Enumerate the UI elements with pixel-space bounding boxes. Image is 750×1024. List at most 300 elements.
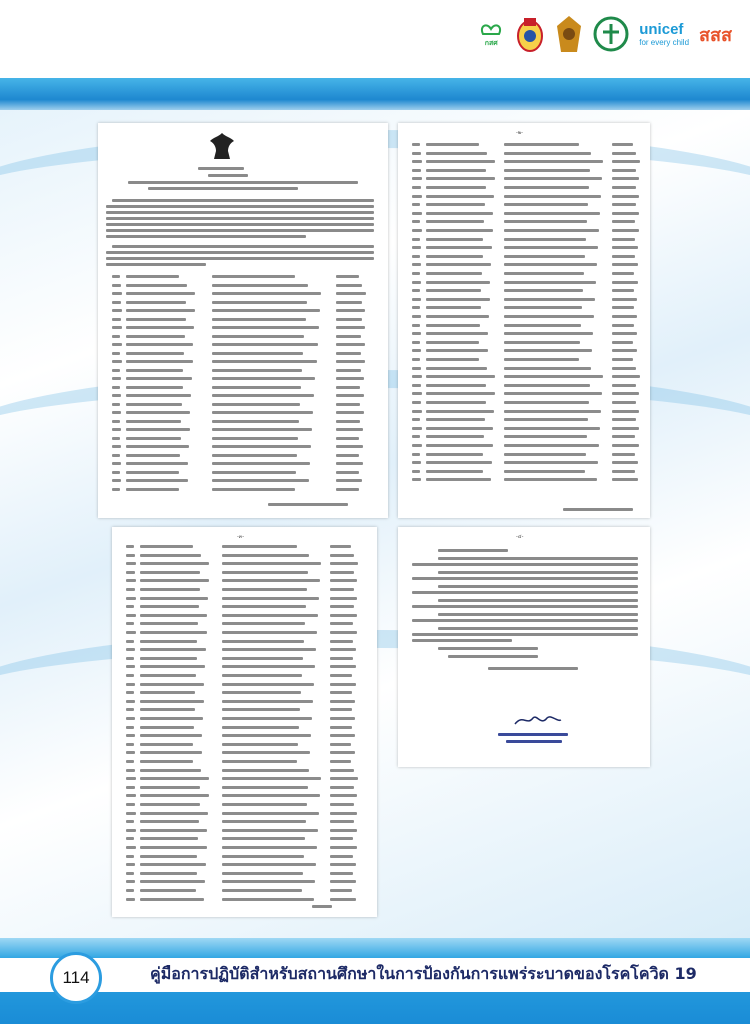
text-row bbox=[404, 175, 644, 183]
text-line bbox=[112, 292, 122, 295]
text-line bbox=[112, 301, 121, 304]
text-row bbox=[118, 629, 371, 637]
text-line bbox=[330, 880, 356, 883]
text-line bbox=[426, 358, 479, 361]
text-line bbox=[336, 377, 364, 380]
text-row bbox=[104, 460, 382, 468]
text-row bbox=[118, 569, 371, 577]
text-line bbox=[112, 284, 121, 287]
text-line bbox=[336, 284, 362, 287]
text-line bbox=[426, 160, 495, 163]
text-line bbox=[426, 401, 486, 404]
text-line bbox=[330, 674, 352, 677]
text-row bbox=[118, 663, 371, 671]
text-row bbox=[118, 698, 371, 706]
text-row bbox=[118, 681, 371, 689]
text-line bbox=[126, 571, 135, 574]
text-line bbox=[126, 579, 136, 582]
text-line bbox=[426, 367, 487, 370]
text-row bbox=[404, 313, 644, 321]
text-line bbox=[504, 143, 579, 146]
text-row bbox=[404, 390, 644, 398]
text-line bbox=[330, 657, 353, 660]
text-row bbox=[404, 442, 644, 450]
text-line bbox=[126, 863, 135, 866]
text-line bbox=[426, 427, 493, 430]
text-row bbox=[404, 167, 644, 175]
text-line bbox=[126, 751, 135, 754]
text-line bbox=[140, 880, 205, 883]
text-line bbox=[336, 462, 363, 465]
text-line bbox=[426, 177, 495, 180]
text-line bbox=[222, 717, 312, 720]
text-line bbox=[504, 169, 590, 172]
text-line bbox=[140, 614, 207, 617]
text-line bbox=[426, 324, 480, 327]
text-line bbox=[612, 341, 633, 344]
text-line bbox=[504, 427, 600, 430]
text-row bbox=[404, 150, 644, 158]
text-line bbox=[330, 562, 358, 565]
text-line bbox=[212, 394, 314, 397]
text-line bbox=[126, 360, 193, 363]
text-line bbox=[330, 734, 355, 737]
text-line bbox=[222, 803, 307, 806]
text-line bbox=[212, 343, 318, 346]
page-number: 114 bbox=[62, 968, 90, 987]
text-row bbox=[104, 341, 382, 349]
text-line bbox=[126, 428, 190, 431]
text-line bbox=[112, 275, 120, 278]
text-row bbox=[404, 184, 644, 192]
text-line bbox=[126, 769, 135, 772]
text-line bbox=[426, 392, 495, 395]
text-line bbox=[330, 691, 352, 694]
text-line bbox=[222, 889, 302, 892]
text-line bbox=[126, 829, 136, 832]
text-row bbox=[118, 818, 371, 826]
text-line bbox=[222, 691, 301, 694]
text-line bbox=[336, 360, 365, 363]
text-line bbox=[504, 195, 601, 198]
text-line bbox=[112, 437, 120, 440]
garuda-emblem-icon bbox=[208, 131, 236, 161]
text-line bbox=[112, 360, 122, 363]
text-row bbox=[404, 373, 644, 381]
text-row bbox=[404, 279, 644, 287]
text-line bbox=[222, 812, 319, 815]
text-line bbox=[140, 855, 197, 858]
text-line bbox=[504, 392, 602, 395]
text-row bbox=[104, 384, 382, 392]
text-line bbox=[426, 384, 486, 387]
text-line bbox=[126, 326, 194, 329]
text-line bbox=[126, 403, 182, 406]
text-line bbox=[222, 872, 303, 875]
text-line bbox=[140, 631, 207, 634]
text-line bbox=[412, 143, 420, 146]
text-line bbox=[222, 751, 310, 754]
text-line bbox=[126, 889, 134, 892]
text-line bbox=[126, 846, 136, 849]
text-line bbox=[212, 479, 309, 482]
text-line bbox=[426, 306, 481, 309]
text-line bbox=[612, 177, 639, 180]
text-line bbox=[412, 289, 420, 292]
text-line bbox=[126, 411, 190, 414]
text-line bbox=[412, 203, 420, 206]
text-line bbox=[336, 318, 362, 321]
text-line bbox=[126, 683, 135, 686]
text-line bbox=[126, 488, 179, 491]
text-line bbox=[140, 812, 208, 815]
text-line bbox=[126, 369, 183, 372]
text-line bbox=[140, 657, 197, 660]
text-line bbox=[612, 152, 636, 155]
text-line bbox=[412, 263, 421, 266]
text-line bbox=[112, 394, 121, 397]
text-row bbox=[118, 620, 371, 628]
text-line bbox=[426, 375, 495, 378]
text-line bbox=[126, 726, 134, 729]
page-number-2: -๒- bbox=[516, 130, 523, 136]
text-row bbox=[104, 375, 382, 383]
text-line bbox=[126, 335, 185, 338]
page-number-badge bbox=[50, 952, 102, 1004]
text-line bbox=[212, 403, 300, 406]
text-line bbox=[140, 794, 209, 797]
text-row bbox=[404, 476, 644, 484]
text-row bbox=[104, 392, 382, 400]
text-line bbox=[140, 597, 208, 600]
text-line bbox=[330, 708, 352, 711]
text-line bbox=[126, 437, 181, 440]
text-line bbox=[126, 743, 134, 746]
ministry-health-logo bbox=[593, 16, 629, 52]
text-line bbox=[126, 377, 192, 380]
text-line bbox=[412, 435, 420, 438]
text-line bbox=[330, 863, 356, 866]
text-line bbox=[330, 588, 354, 591]
text-line bbox=[140, 665, 205, 668]
text-line bbox=[336, 275, 359, 278]
text-line bbox=[126, 605, 134, 608]
text-line bbox=[426, 298, 490, 301]
text-line bbox=[140, 700, 204, 703]
text-line bbox=[336, 352, 361, 355]
text-line bbox=[222, 734, 311, 737]
text-row bbox=[404, 459, 644, 467]
text-line bbox=[222, 863, 316, 866]
text-line bbox=[336, 420, 360, 423]
text-line bbox=[126, 386, 183, 389]
text-line bbox=[222, 794, 320, 797]
text-line bbox=[504, 358, 579, 361]
text-line bbox=[412, 298, 421, 301]
text-line bbox=[126, 284, 187, 287]
text-line bbox=[222, 898, 314, 901]
text-line bbox=[112, 386, 120, 389]
text-line bbox=[222, 657, 303, 660]
text-row bbox=[404, 261, 644, 269]
text-row bbox=[118, 603, 371, 611]
text-row bbox=[404, 296, 644, 304]
text-row bbox=[404, 141, 644, 149]
text-row bbox=[118, 586, 371, 594]
text-row bbox=[404, 210, 644, 218]
text-line bbox=[612, 238, 635, 241]
leaf-heart-logo bbox=[477, 20, 505, 49]
text-line bbox=[504, 324, 581, 327]
text-line bbox=[140, 622, 198, 625]
text-row bbox=[404, 451, 644, 459]
text-line bbox=[504, 281, 596, 284]
text-line bbox=[222, 674, 302, 677]
text-line bbox=[126, 786, 135, 789]
text-row bbox=[118, 595, 371, 603]
text-line bbox=[330, 648, 356, 651]
text-line bbox=[504, 401, 589, 404]
text-line bbox=[126, 717, 135, 720]
text-line bbox=[140, 691, 195, 694]
text-line bbox=[112, 471, 120, 474]
text-line bbox=[330, 614, 357, 617]
text-line bbox=[426, 246, 492, 249]
text-line bbox=[612, 212, 639, 215]
text-row bbox=[404, 330, 644, 338]
text-line bbox=[412, 238, 420, 241]
text-line bbox=[112, 318, 121, 321]
text-line bbox=[612, 220, 635, 223]
text-line bbox=[140, 863, 206, 866]
text-row bbox=[104, 401, 382, 409]
text-row bbox=[404, 416, 644, 424]
text-line bbox=[412, 427, 422, 430]
footer-title: คู่มือการปฏิบัติสำหรับสถานศึกษาในการป้องกันการแพร่ระบาดของโรคโควิด 19 bbox=[150, 964, 697, 983]
text-line bbox=[412, 453, 420, 456]
text-line bbox=[112, 343, 122, 346]
text-row bbox=[118, 801, 371, 809]
text-line bbox=[612, 298, 637, 301]
text-line bbox=[412, 444, 422, 447]
text-row bbox=[118, 672, 371, 680]
document-page-1 bbox=[98, 123, 388, 518]
text-line bbox=[140, 829, 207, 832]
text-line bbox=[212, 360, 317, 363]
text-line bbox=[336, 411, 364, 414]
text-line bbox=[140, 803, 200, 806]
royal-seal-logo bbox=[515, 14, 545, 54]
text-line bbox=[212, 445, 311, 448]
text-line bbox=[126, 734, 135, 737]
text-line bbox=[330, 872, 353, 875]
text-row bbox=[118, 638, 371, 646]
text-line bbox=[412, 349, 421, 352]
text-line bbox=[426, 152, 487, 155]
text-line bbox=[426, 349, 488, 352]
text-line bbox=[222, 614, 318, 617]
text-line bbox=[426, 238, 483, 241]
text-row bbox=[104, 469, 382, 477]
text-line bbox=[212, 309, 320, 312]
text-line bbox=[222, 605, 306, 608]
text-line bbox=[612, 427, 639, 430]
text-line bbox=[126, 471, 179, 474]
text-line bbox=[222, 571, 308, 574]
text-row bbox=[404, 270, 644, 278]
text-line bbox=[212, 292, 321, 295]
text-line bbox=[126, 597, 136, 600]
text-line bbox=[126, 318, 186, 321]
text-line bbox=[336, 369, 361, 372]
text-line bbox=[336, 403, 360, 406]
text-line bbox=[336, 479, 362, 482]
text-line bbox=[612, 263, 638, 266]
text-row bbox=[118, 784, 371, 792]
text-line bbox=[212, 377, 315, 380]
text-line bbox=[330, 837, 353, 840]
unicef-logo bbox=[639, 21, 689, 47]
text-line bbox=[426, 220, 484, 223]
text-line bbox=[140, 588, 200, 591]
text-row bbox=[104, 333, 382, 341]
text-line bbox=[426, 418, 485, 421]
text-row bbox=[404, 356, 644, 364]
text-line bbox=[112, 326, 122, 329]
text-row bbox=[404, 193, 644, 201]
text-line bbox=[412, 246, 421, 249]
text-line bbox=[504, 461, 598, 464]
text-line bbox=[612, 324, 634, 327]
text-line bbox=[212, 471, 296, 474]
text-row bbox=[118, 767, 371, 775]
text-line bbox=[112, 428, 121, 431]
text-line bbox=[504, 418, 588, 421]
text-line bbox=[126, 674, 134, 677]
text-line bbox=[330, 665, 356, 668]
text-line bbox=[504, 298, 595, 301]
text-line bbox=[504, 238, 586, 241]
text-line bbox=[126, 614, 136, 617]
text-line bbox=[612, 461, 638, 464]
text-line bbox=[140, 743, 193, 746]
text-line bbox=[112, 403, 120, 406]
text-line bbox=[612, 143, 633, 146]
text-line bbox=[504, 186, 589, 189]
text-line bbox=[336, 437, 359, 440]
text-line bbox=[126, 479, 188, 482]
text-line bbox=[330, 605, 354, 608]
text-line bbox=[612, 375, 640, 378]
text-line bbox=[126, 898, 135, 901]
text-line bbox=[612, 246, 638, 249]
text-row bbox=[118, 706, 371, 714]
text-line bbox=[112, 369, 120, 372]
text-line bbox=[222, 631, 317, 634]
text-row bbox=[118, 655, 371, 663]
text-row bbox=[118, 835, 371, 843]
text-line bbox=[112, 445, 121, 448]
text-line bbox=[126, 352, 184, 355]
document-page-2 bbox=[398, 123, 650, 518]
text-line bbox=[126, 445, 189, 448]
text-line bbox=[212, 352, 303, 355]
text-line bbox=[126, 394, 191, 397]
text-line bbox=[330, 812, 357, 815]
text-line bbox=[612, 384, 636, 387]
document-page-3 bbox=[112, 527, 377, 917]
text-line bbox=[330, 820, 354, 823]
text-line bbox=[330, 717, 355, 720]
text-line bbox=[612, 255, 635, 258]
text-line bbox=[612, 160, 640, 163]
text-line bbox=[336, 292, 366, 295]
text-line bbox=[222, 597, 319, 600]
text-line bbox=[126, 657, 134, 660]
text-line bbox=[504, 152, 591, 155]
text-line bbox=[412, 375, 422, 378]
text-line bbox=[330, 769, 354, 772]
partner-logos bbox=[477, 14, 732, 54]
text-row bbox=[118, 861, 371, 869]
text-row bbox=[404, 253, 644, 261]
text-line bbox=[336, 386, 360, 389]
text-line bbox=[330, 683, 356, 686]
text-line bbox=[612, 169, 636, 172]
text-row bbox=[404, 201, 644, 209]
text-row bbox=[104, 299, 382, 307]
text-line bbox=[112, 479, 121, 482]
text-line bbox=[426, 470, 483, 473]
text-line bbox=[330, 751, 355, 754]
text-line bbox=[126, 420, 181, 423]
text-line bbox=[140, 760, 193, 763]
text-line bbox=[212, 437, 298, 440]
text-row bbox=[104, 477, 382, 485]
text-line bbox=[412, 255, 420, 258]
thaihealth-logo bbox=[699, 20, 732, 49]
text-line bbox=[222, 837, 305, 840]
logo-text: กสศ bbox=[484, 38, 498, 47]
text-line bbox=[126, 640, 134, 643]
text-line bbox=[330, 554, 354, 557]
text-row bbox=[118, 810, 371, 818]
text-line bbox=[330, 545, 351, 548]
text-line bbox=[222, 683, 314, 686]
text-line bbox=[222, 588, 307, 591]
text-line bbox=[140, 769, 201, 772]
text-line bbox=[504, 246, 598, 249]
text-line bbox=[412, 186, 421, 189]
text-line bbox=[222, 579, 320, 582]
text-line bbox=[140, 579, 209, 582]
text-line bbox=[112, 462, 121, 465]
text-row bbox=[104, 316, 382, 324]
text-line bbox=[412, 478, 421, 481]
text-line bbox=[336, 454, 359, 457]
text-line bbox=[140, 898, 204, 901]
text-line bbox=[426, 461, 492, 464]
text-line bbox=[426, 263, 491, 266]
text-line bbox=[612, 281, 638, 284]
text-line bbox=[504, 160, 603, 163]
text-line bbox=[212, 420, 299, 423]
text-line bbox=[612, 195, 639, 198]
text-line bbox=[222, 880, 315, 883]
text-line bbox=[412, 152, 421, 155]
text-line bbox=[412, 169, 421, 172]
text-line bbox=[330, 786, 354, 789]
